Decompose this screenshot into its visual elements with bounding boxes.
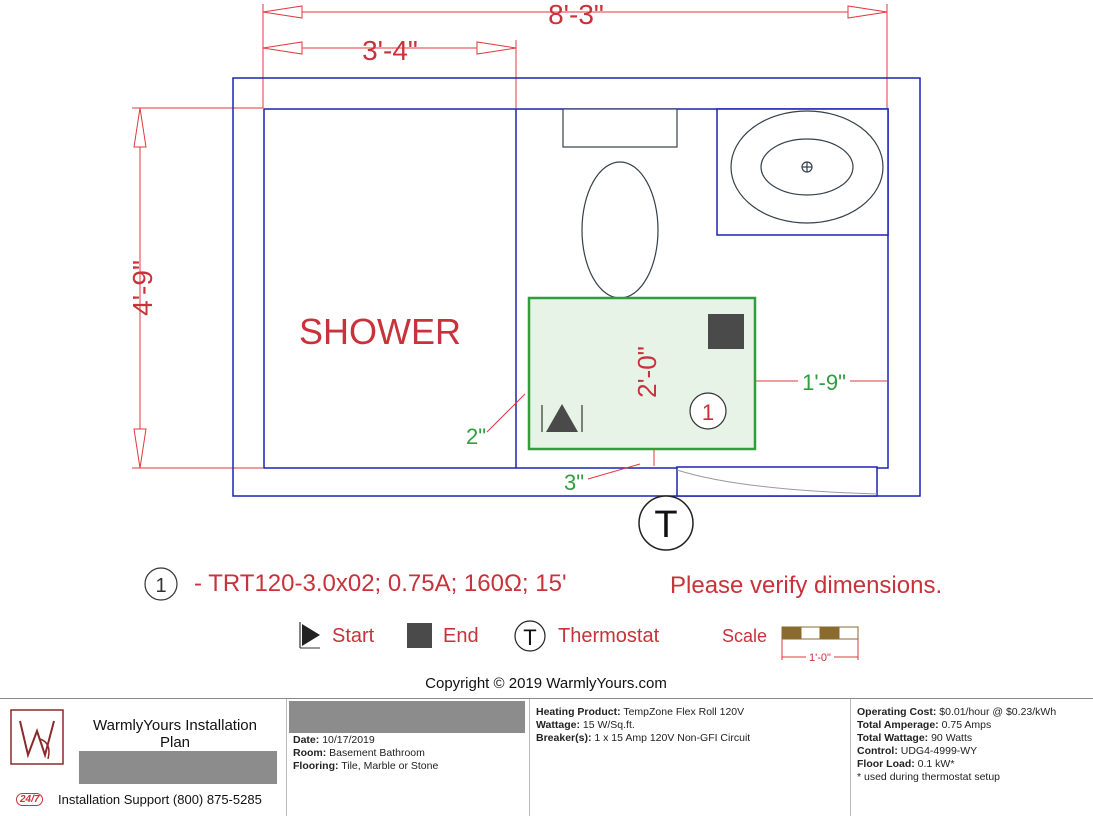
legend-scale-label: Scale bbox=[722, 626, 768, 646]
end-legend-icon bbox=[407, 623, 432, 648]
mat-to-wall-label: 1'-9" bbox=[802, 370, 846, 395]
wattage-label: Wattage: bbox=[536, 719, 580, 731]
flooring-label: Flooring: bbox=[293, 760, 339, 772]
cost-value: $0.01/hour @ $0.23/kWh bbox=[939, 706, 1057, 718]
company-block bbox=[0, 699, 286, 816]
mat-length-label: 2'-0" bbox=[632, 346, 662, 398]
scale-value-label: 1'-0" bbox=[809, 652, 831, 664]
mat-number: 1 bbox=[701, 400, 715, 425]
sink-fixture bbox=[717, 109, 888, 235]
amperage-value: 0.75 Amps bbox=[941, 719, 992, 731]
legend-start-label: Start bbox=[332, 625, 375, 647]
toilet-fixture bbox=[563, 109, 677, 298]
shower-label: SHOWER bbox=[299, 311, 461, 352]
amperage-label: Total Amperage: bbox=[857, 719, 939, 731]
legend-end-label: End bbox=[443, 625, 479, 647]
total-wattage-label: Total Wattage: bbox=[857, 732, 929, 744]
date-label: Date: bbox=[293, 734, 320, 746]
support-badge-icon: 24/7 bbox=[16, 793, 43, 806]
date-value: 10/17/2019 bbox=[322, 734, 375, 746]
total-wattage-value: 90 Watts bbox=[931, 732, 973, 744]
redacted-project-box bbox=[289, 701, 525, 733]
start-legend-icon bbox=[300, 622, 320, 648]
title-block bbox=[0, 698, 1093, 816]
electrical-block bbox=[850, 699, 1093, 816]
plan-title: WarmlyYours Installation Plan bbox=[93, 717, 257, 751]
setup-note: * used during thermostat setup bbox=[857, 771, 1001, 783]
spec-number: 1 bbox=[155, 575, 167, 597]
room-value: Basement Bathroom bbox=[329, 747, 425, 759]
shower-width-label: 3'-4" bbox=[362, 35, 418, 66]
end-marker bbox=[708, 314, 744, 349]
redacted-customer-box bbox=[79, 751, 277, 784]
floor-load-value: 0.1 kW* bbox=[917, 758, 955, 770]
verify-text: Please verify dimensions. bbox=[670, 572, 943, 599]
control-value: UDG4-4999-WY bbox=[900, 745, 978, 757]
product-block bbox=[529, 699, 850, 816]
room-label: Room: bbox=[293, 747, 327, 759]
warmlyyours-logo bbox=[10, 709, 64, 765]
control-label: Control: bbox=[857, 745, 898, 757]
legend-thermostat-label: Thermostat bbox=[558, 625, 660, 647]
product-value: TempZone Flex Roll 120V bbox=[623, 706, 745, 718]
support-phone[interactable]: Installation Support (800) 875-5285 bbox=[58, 792, 262, 807]
legend-thermostat-symbol: T bbox=[523, 625, 537, 650]
breaker-value: 1 x 15 Amp 120V Non-GFI Circuit bbox=[594, 732, 751, 744]
project-block bbox=[286, 699, 529, 816]
height-label: 4'-9" bbox=[127, 260, 158, 316]
left-offset-label: 2" bbox=[465, 424, 487, 449]
copyright-text: Copyright © 2019 WarmlyYours.com bbox=[425, 675, 667, 692]
breaker-label: Breaker(s): bbox=[536, 732, 592, 744]
wattage-value: 15 W/Sq.ft. bbox=[582, 719, 635, 731]
product-label: Heating Product: bbox=[536, 706, 621, 718]
overall-width-label: 8'-3" bbox=[548, 0, 604, 30]
cost-label: Operating Cost: bbox=[857, 706, 937, 718]
bottom-offset-label: 3" bbox=[563, 470, 585, 495]
floor-load-label: Floor Load: bbox=[857, 758, 915, 770]
thermostat-letter: T bbox=[654, 504, 678, 546]
spec-text: - TRT120-3.0x02; 0.75A; 160Ω; 15' bbox=[194, 570, 567, 597]
door-threshold bbox=[677, 467, 877, 496]
flooring-value: Tile, Marble or Stone bbox=[341, 760, 439, 772]
